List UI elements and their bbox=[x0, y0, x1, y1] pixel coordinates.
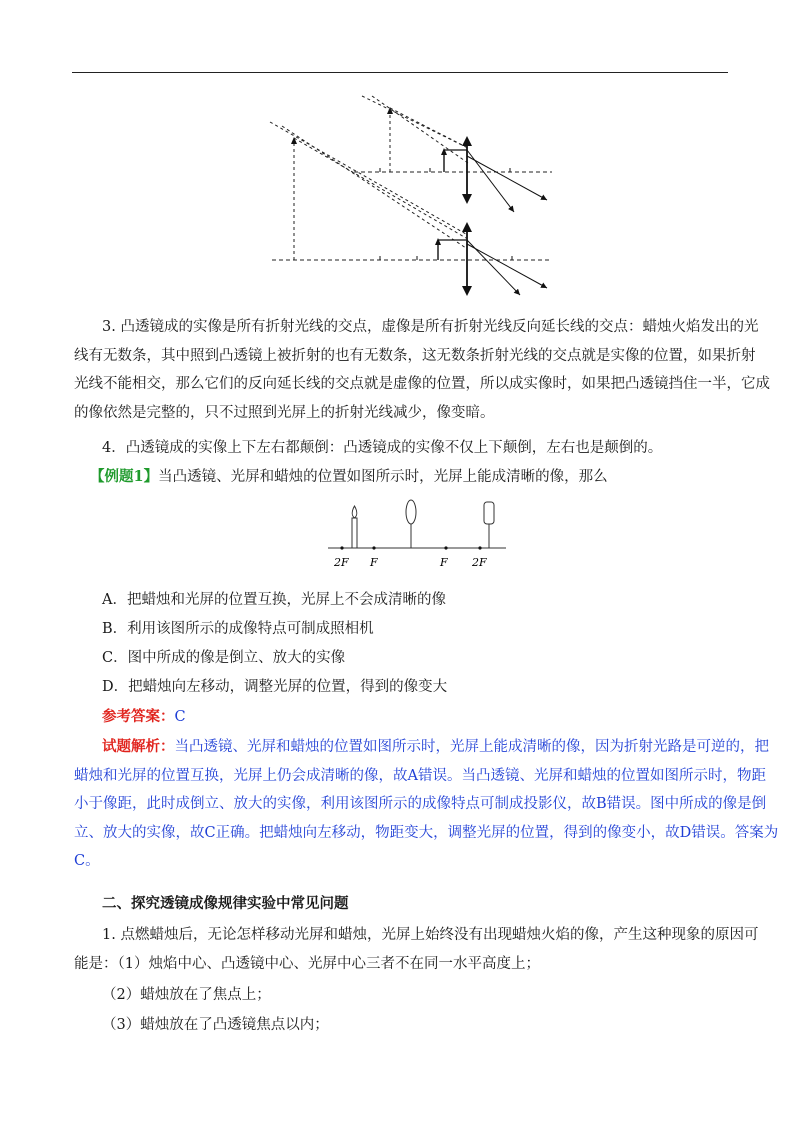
example-question-text: 当凸透镜、光屏和蜡烛的位置如图所示时，光屏上能成清晰的像，那么 bbox=[158, 469, 608, 485]
answer-value: C bbox=[174, 709, 186, 725]
paragraph-3 bbox=[74, 313, 770, 427]
option-a: A．把蜡烛和光屏的位置互换，光屏上不会成清晰的像 bbox=[102, 592, 446, 608]
option-b: B．利用该图所示的成像特点可制成照相机 bbox=[102, 621, 374, 637]
analysis-line: 当凸透镜、光屏和蜡烛的位置如图所示时，光屏上能成清晰的像，因为折射光路是可逆的，把 bbox=[174, 739, 769, 755]
virtual-image-ray-diagram bbox=[262, 88, 562, 298]
paragraph-3-line: 光线不能相交，那么它们的反向延长线的交点就是虚像的位置，所以成实像时，如果把凸透镜挡住一半，它成 bbox=[74, 376, 770, 393]
reason-3: （3）蜡烛放在了凸透镜焦点以内； bbox=[102, 1017, 329, 1033]
axis-label-2f-left: 2F bbox=[334, 556, 349, 569]
analysis-label: 试题解析： bbox=[102, 738, 175, 755]
item-1-line: 1. 点燃蜡烛后，无论怎样移动光屏和蜡烛，光屏上始终没有出现蜡烛火焰的像，产生这种现象的原因可 bbox=[102, 927, 759, 943]
analysis-line: 立、放大的实像，故C正确。把蜡烛向左移动，物距变大，调整光屏的位置，得到的像变小，故D错误。答案为 bbox=[74, 824, 779, 841]
reference-answer bbox=[102, 703, 730, 732]
analysis-line: 蜡烛和光屏的位置互换，光屏上仍会成清晰的像，故A错误。当凸透镜、光屏和蜡烛的位置如图所示时，物距 bbox=[74, 767, 766, 784]
item-1-line: 能是：（1）烛焰中心、凸透镜中心、光屏中心三者不在同一水平高度上； bbox=[74, 955, 540, 972]
reason-2: （2）蜡烛放在了焦点上； bbox=[102, 987, 271, 1003]
paragraph-3-line: 线有无数条，其中照到凸透镜上被折射的也有无数条，这无数条折射光线的交点就是实像的位置，如果折射 bbox=[74, 347, 756, 364]
example-question bbox=[90, 463, 718, 492]
analysis-line: C。 bbox=[74, 853, 100, 870]
option-d: D．把蜡烛向左移动，调整光屏的位置，得到的像变大 bbox=[102, 679, 448, 695]
paragraph-3-line: 的像依然是完整的，只不过照到光屏上的折射光线减少，像变暗。 bbox=[74, 404, 495, 421]
section-heading: 二、探究透镜成像规律实验中常见问题 bbox=[102, 895, 349, 912]
analysis bbox=[74, 733, 779, 876]
axis-label-f-right: F bbox=[440, 556, 448, 569]
axis-label-f-left: F bbox=[370, 556, 378, 569]
answer-label: 参考答案： bbox=[102, 708, 175, 725]
paragraph-4: 4．凸透镜成的实像上下左右都颠倒：凸透镜成的实像不仅上下颠倒，左右也是颠倒的。 bbox=[102, 440, 663, 456]
option-c: C．图中所成的像是倒立、放大的实像 bbox=[102, 650, 346, 666]
axis-label-2f-right: 2F bbox=[472, 556, 487, 569]
example-tag: 【例题1】 bbox=[90, 468, 159, 485]
header-rule bbox=[72, 72, 728, 73]
paragraph-3-line: 3. 凸透镜成的实像是所有折射光线的交点，虚像是所有折射光线反向延长线的交点：蜡烛火焰发出的光 bbox=[102, 319, 759, 335]
analysis-line: 小于像距，此时成倒立、放大的实像，利用该图所示的成像特点可制成投影仪，故B错误。图中所成的像是倒 bbox=[74, 796, 767, 813]
optical-bench-figure bbox=[320, 496, 510, 576]
item-1 bbox=[74, 921, 759, 978]
